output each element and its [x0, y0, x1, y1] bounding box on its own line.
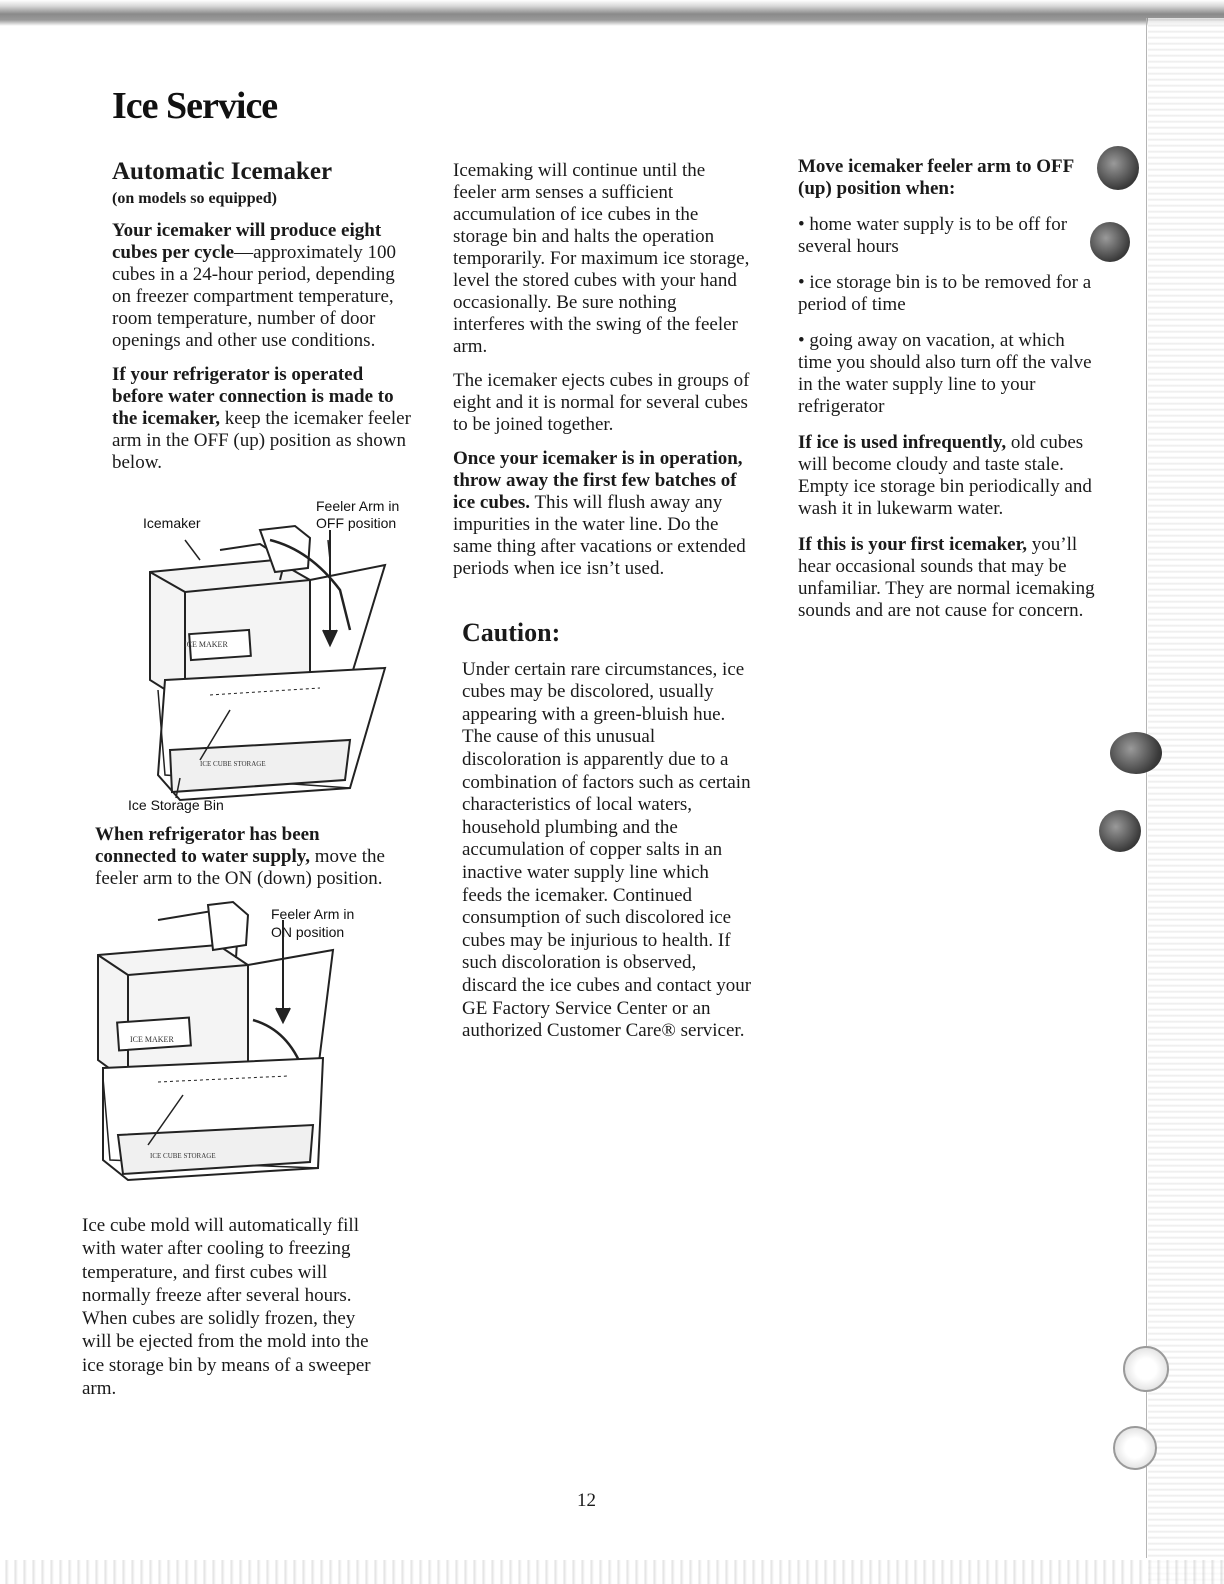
bold-lead: If this is your first icemaker,	[798, 534, 1028, 555]
paragraph-text: keep the icemaker feeler arm in the OFF (up) position as shown below.	[112, 408, 411, 473]
bold-lead: Your icemaker will produce eight cubes per cycle	[112, 220, 382, 263]
fig1-bin-text: ICE CUBE STORAGE	[200, 760, 266, 768]
paragraph-ejects-cubes: The icemaker ejects cubes in groups of eight and it is normal for several cubes to be joined together.	[453, 370, 750, 435]
binder-hole-5	[1123, 1346, 1169, 1392]
caution-section	[462, 618, 752, 1055]
bullet-item	[798, 214, 1098, 258]
fig2-bin-text: ICE CUBE STORAGE	[150, 1152, 216, 1160]
paragraph-first-batches	[453, 448, 753, 580]
paragraph-first-icemaker	[798, 534, 1098, 622]
column-2	[453, 160, 753, 592]
fig2-panel-text: ICE MAKER	[130, 1035, 174, 1044]
bullet-glyph: •	[798, 330, 805, 351]
bullet-text: ice storage bin is to be removed for a period of time	[798, 272, 1092, 315]
page-title: Ice Service	[112, 85, 278, 127]
label-feeler-arm-on-2: ON position	[271, 924, 345, 940]
caution-heading: Caution:	[462, 618, 561, 647]
binder-hole-6	[1113, 1426, 1157, 1470]
bullet-text: home water supply is to be off for several hours	[798, 214, 1068, 257]
page-number: 12	[577, 1490, 596, 1511]
bullet-text: going away on vacation, at which time you should also turn off the valve in the water supply line to your refrigerator	[798, 330, 1092, 417]
paragraph-text: you’ll hear occasional sounds that may be unfamiliar. They are normal icemaking sounds and are not cause for concern.	[798, 534, 1095, 621]
bullet-item	[798, 272, 1098, 316]
label-feeler-arm-off-1: Feeler Arm in	[316, 498, 400, 514]
bold-lead: When refrigerator has been connected to water supply,	[95, 824, 320, 867]
column-1-top	[112, 158, 412, 486]
paragraph-text: move the feeler arm to the ON (down) position.	[95, 846, 385, 889]
paragraph-text: This will flush away any impurities in the water line. Do the same thing after vacations or extended periods when ice isn’t used.	[453, 492, 746, 579]
paragraph-before-connection	[112, 364, 412, 474]
column-1-bottom	[82, 1214, 387, 1412]
column-3	[798, 156, 1098, 636]
bold-lead: If ice is used infrequently,	[798, 432, 1007, 453]
scan-bottom-band	[0, 1560, 1224, 1584]
icemaker-on-illustration	[88, 900, 348, 1185]
scan-top-band	[0, 0, 1224, 26]
fig1-panel-text: ICE MAKER	[184, 640, 228, 649]
scan-right-strip	[1148, 18, 1224, 1584]
section-heading-automatic-icemaker: Automatic Icemaker	[112, 158, 333, 185]
bullet-item	[798, 330, 1098, 418]
bold-lead: Once your icemaker is in operation, throw away the first few batches of ice cubes.	[453, 448, 743, 513]
paragraph-icemaking-continues: Icemaking will continue until the feeler arm senses a sufficient accumulation of ice cubes in the storage bin and halts the operation temporarily. For maximum ice storage, level the stored cubes with your hand occasionally. Be sure nothing interferes with the swing of the feeler arm.	[453, 160, 750, 357]
binder-hole-4	[1099, 810, 1141, 852]
caution-text: Under certain rare circumstances, ice cubes may be discolored, usually appearing with a green-bluish hue. The cause of this unusual discoloration is apparently due to a combination of factors such as certain characteristics of local waters, household plumbing and the accumulation of copper salts in an inactive water supply line which feeds the icemaker. Continued consumption of such discolored ice cubes may be injurious to health. If such discoloration is observed, discard the ice cubes and contact your GE Factory Service Center or an authorized Customer Care® servicer.	[462, 658, 752, 1042]
binder-hole-1	[1097, 146, 1139, 190]
paragraph-mold-fill: Ice cube mold will automatically fill with water after cooling to freezing temperature, and first cubes will normally freeze after several hours. When cubes are solidly frozen, they will be ejected from the mold into the ice storage bin by means of a sweeper arm.	[82, 1215, 371, 1400]
paragraph-production	[112, 220, 412, 352]
label-icemaker: Icemaker	[143, 515, 201, 531]
label-feeler-arm-off-2: OFF position	[316, 515, 397, 531]
column-1-middle	[95, 824, 395, 902]
bullet-glyph: •	[798, 214, 805, 235]
bullet-glyph: •	[798, 272, 805, 293]
label-feeler-arm-on-1: Feeler Arm in	[271, 906, 355, 922]
page-edge-line	[1146, 18, 1147, 1558]
binder-hole-3	[1110, 732, 1162, 774]
label-ice-storage-bin: Ice Storage Bin	[128, 797, 224, 813]
bold-lead: If your refrigerator is operated before water connection is made to the icemaker,	[112, 364, 394, 429]
feeler-arm-off-heading: Move icemaker feeler arm to OFF (up) position when:	[798, 156, 1074, 199]
paragraph-text: —approximately 100 cubes in a 24-hour period, depending on freezer compartment temperature, room temperature, number of door openings and other use conditions.	[112, 242, 397, 351]
paragraph-text: old cubes will become cloudy and taste stale. Empty ice storage bin periodically and wash it in lukewarm water.	[798, 432, 1092, 519]
section-subheading: (on models so equipped)	[112, 190, 277, 207]
paragraph-infrequent-use	[798, 432, 1098, 520]
paragraph-after-connection	[95, 824, 395, 890]
